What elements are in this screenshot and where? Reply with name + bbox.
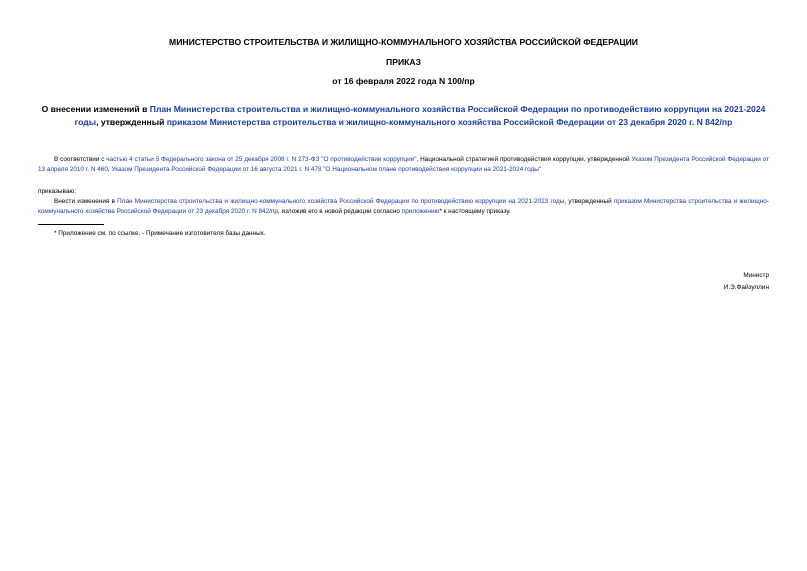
- order-clause: приказываю:: [38, 188, 76, 195]
- body-link-order[interactable]: приказом Министерства строительства и жилищно-коммунального хозяйства Российской Федерации от 23 декабря 2020 г. N 842/пр: [38, 198, 769, 215]
- title-link-order[interactable]: приказом Министерства строительства и жилищно-коммунального хозяйства Российской Федерации от 23 декабря 2020 г. N 842/пр: [166, 117, 733, 127]
- signature-name: И.Э.Файзуллин: [723, 284, 769, 291]
- order-heading: ПРИКАЗ: [386, 57, 421, 67]
- title-text-2: , утвержденный: [96, 117, 167, 127]
- body-text-1: Внести изменения в: [54, 198, 118, 205]
- ministry-heading: МИНИСТЕРСТВО СТРОИТЕЛЬСТВА И ЖИЛИЩНО-КОММУНАЛЬНОГО ХОЗЯЙСТВА РОССИЙСКОЙ ФЕДЕРАЦИИ: [169, 37, 638, 47]
- order-date-number: от 16 февраля 2022 года N 100/пр: [332, 76, 475, 86]
- body-link-appendix[interactable]: приложению: [401, 207, 440, 215]
- signature-block: [724, 270, 769, 294]
- body-text-4: * к настоящему приказу.: [439, 207, 511, 215]
- title-link-plan[interactable]: План Министерства строительства и жилищно-коммунального хозяйства Российской Федерации по противодействию коррупции на 2021-2024 годы: [74, 104, 766, 127]
- body-text-3: , изложив его в новой редакции согласно: [277, 207, 402, 215]
- title-text-1: О внесении изменений в: [41, 104, 150, 114]
- preamble-link-decree-460[interactable]: Указом Президента Российской Федерации от 13 апреля 2010 г. N 460: [38, 156, 769, 173]
- preamble-link-decree-478[interactable]: Указом Президента Российской Федерации от 16 августа 2021 г. N 478 "О Национальном плане противодействия коррупции на 2021-2024 годы": [111, 165, 542, 173]
- body-paragraph: [38, 197, 769, 216]
- signature-position: Министр: [743, 272, 769, 279]
- footnote-divider: [38, 224, 104, 225]
- preamble-text-1: В соответствии с: [54, 156, 107, 163]
- preamble-text-2: , Национальной стратегией противодействия коррупции, утвержденной: [416, 156, 632, 163]
- document-title: [38, 103, 769, 129]
- preamble-text-3: ,: [107, 165, 112, 173]
- preamble-paragraph: [38, 155, 769, 174]
- footnote: * Приложение см. по ссылке. - Примечание изготовителя базы данных.: [54, 230, 266, 237]
- body-link-plan[interactable]: План Министерства строительства и жилищно-коммунального хозяйства Российской Федерации по противодействию коррупции на 2021-2023 годы: [117, 198, 565, 205]
- preamble-link-law[interactable]: частью 4 статьи 5 Федерального закона от 25 декабря 2008 г. N 273-ФЗ "О противодействии коррупции": [106, 156, 417, 163]
- body-text-2: , утвержденный: [564, 198, 614, 205]
